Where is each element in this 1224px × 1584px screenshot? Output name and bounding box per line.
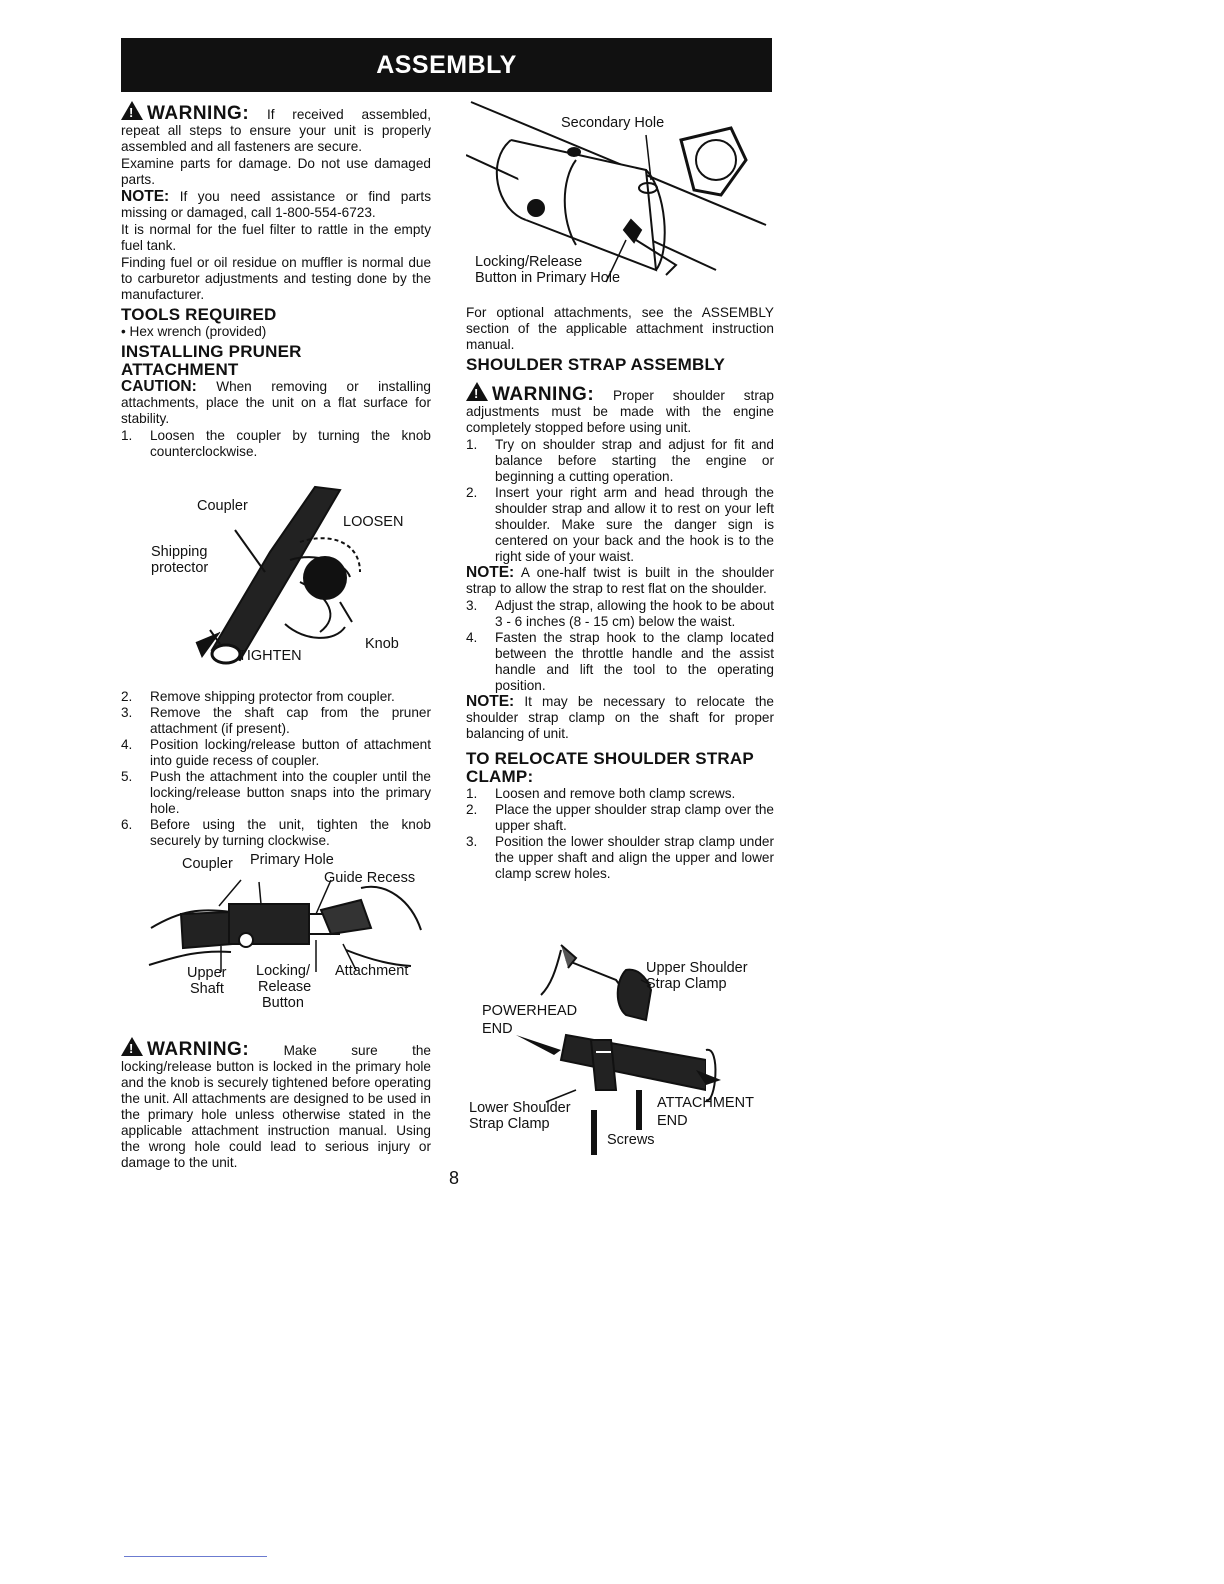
step-text: Remove shipping protector from coupler. bbox=[150, 689, 395, 704]
powerhead-end-label: END bbox=[482, 1021, 513, 1037]
button-primary-hole-label: Button in Primary Hole bbox=[475, 270, 621, 286]
shipping-label: Shipping bbox=[151, 544, 208, 560]
step-text: Loosen and remove both clamp screws. bbox=[495, 786, 736, 801]
left-column bbox=[121, 101, 431, 460]
upper-shoulder-label: Upper Shoulder bbox=[646, 960, 748, 976]
caution-paragraph bbox=[121, 379, 431, 427]
step-text: Insert your right arm and head through the shoulder strap and allow it to rest on your left shoulder. Make sure the danger sign is centered on your back and the hook is to the right side of your waist. bbox=[495, 485, 774, 564]
note-label: NOTE: bbox=[466, 564, 515, 581]
step-text: Adjust the strap, allowing the hook to be about 3 - 6 inches (8 - 15 cm) below the waist. bbox=[495, 598, 774, 629]
left-column-warning bbox=[121, 1037, 431, 1172]
lower-shoulder-label: Lower Shoulder bbox=[469, 1100, 571, 1116]
step-list bbox=[466, 437, 774, 565]
list-item bbox=[121, 689, 431, 705]
locking-label: Locking/ bbox=[256, 963, 311, 979]
step-text: Loosen the coupler by turning the knob counterclockwise. bbox=[150, 428, 431, 459]
secondary-hole-label: Secondary Hole bbox=[561, 115, 665, 131]
step-text: Place the upper shoulder strap clamp over the upper shaft. bbox=[495, 802, 774, 833]
warning-text: Make sure the locking/release button is locked in the primary hole and the knob is securely tightened before operating the unit. All attachments are designed to be used in the primary hole unless otherwise stated in the applicable attachment instruction manual. Using the wrong hole could lead to serious injury or damage to the unit. bbox=[121, 1043, 431, 1170]
coupler-label: Coupler bbox=[197, 498, 248, 514]
warning-paragraph bbox=[121, 1037, 431, 1171]
release-label: Release bbox=[258, 979, 312, 995]
step-number: 4. bbox=[121, 737, 133, 752]
attachment-label: Attachment bbox=[335, 963, 409, 979]
knob-label: Knob bbox=[365, 636, 399, 652]
screws-label: Screws bbox=[607, 1132, 655, 1148]
warning-triangle-icon bbox=[121, 1037, 143, 1056]
right-column bbox=[466, 305, 774, 882]
page-number: 8 bbox=[449, 1168, 460, 1188]
primary-hole-label: Primary Hole bbox=[250, 852, 334, 868]
loosen-label: LOOSEN bbox=[343, 514, 404, 530]
note-label: NOTE: bbox=[121, 188, 170, 205]
relocate-heading: TO RELOCATE SHOULDER STRAP CLAMP: bbox=[466, 749, 754, 786]
tools-item: • Hex wrench (provided) bbox=[121, 324, 267, 339]
warning-text: Proper shoulder strap adjustments must be made with the engine completely stopped before using unit. bbox=[466, 388, 774, 435]
note-text: If you need assistance or find parts missing or damaged, call 1-800-554-6723. bbox=[121, 189, 431, 220]
fuel-filter-paragraph: It is normal for the fuel filter to rattle in the empty fuel tank. bbox=[121, 222, 431, 253]
list-item bbox=[121, 428, 431, 460]
note-label: NOTE: bbox=[466, 693, 515, 710]
step-number: 3. bbox=[466, 598, 478, 613]
step-text: Position the lower shoulder strap clamp under the upper shaft and align the upper and lower clamp screw holes. bbox=[495, 834, 774, 881]
step-list bbox=[121, 428, 431, 460]
step-number: 2. bbox=[466, 485, 478, 500]
step-text: Position locking/release button of attachment into guide recess of coupler. bbox=[150, 737, 431, 768]
protector-label: protector bbox=[151, 560, 209, 576]
step-text: Push the attachment into the coupler until the locking/release button snaps into the primary hole. bbox=[150, 769, 431, 816]
step-number: 2. bbox=[466, 802, 478, 817]
tools-heading: TOOLS REQUIRED bbox=[121, 305, 277, 324]
note-paragraph bbox=[466, 565, 774, 597]
examine-paragraph: Examine parts for damage. Do not use damaged parts. bbox=[121, 156, 431, 187]
note-text: It may be necessary to relocate the shoulder strap clamp on the shaft for proper balancing of unit. bbox=[466, 694, 774, 741]
warning-paragraph bbox=[121, 101, 431, 155]
step-text: Try on shoulder strap and adjust for fit and balance before starting the engine or beginning a cutting operation. bbox=[495, 437, 774, 484]
list-item bbox=[466, 437, 774, 485]
secondary-hole-figure bbox=[466, 100, 774, 295]
left-column-steps bbox=[121, 689, 431, 849]
step-number: 4. bbox=[466, 630, 478, 645]
powerhead-label: POWERHEAD bbox=[482, 1003, 578, 1019]
list-item bbox=[466, 786, 774, 802]
warning-text: If received assembled, repeat all steps to ensure your unit is properly assembled and all fasteners are secure. bbox=[121, 107, 431, 154]
note-paragraph bbox=[121, 189, 431, 221]
step-number: 5. bbox=[121, 769, 133, 784]
step-list bbox=[466, 598, 774, 694]
warning-triangle-icon bbox=[121, 101, 143, 120]
step-list bbox=[121, 689, 431, 849]
step-text: Fasten the strap hook to the clamp located between the throttle handle and the assist handle and lift the tool to the operating position. bbox=[495, 630, 774, 693]
list-item bbox=[121, 737, 431, 769]
residue-paragraph: Finding fuel or oil residue on muffler is normal due to carburetor adjustments and testing done by the manufacturer. bbox=[121, 255, 431, 302]
list-item bbox=[466, 598, 774, 630]
step-list bbox=[466, 786, 774, 882]
page-banner: ASSEMBLY bbox=[121, 38, 772, 92]
step-number: 1. bbox=[466, 786, 478, 801]
locking-release-label: Locking/Release bbox=[475, 254, 583, 270]
upper-strap-clamp-label: Strap Clamp bbox=[646, 976, 727, 992]
warning-label: WARNING: bbox=[492, 384, 595, 405]
list-item bbox=[466, 485, 774, 565]
warning-triangle-icon bbox=[466, 382, 488, 401]
step-text: Remove the shaft cap from the pruner attachment (if present). bbox=[150, 705, 431, 736]
button-label: Button bbox=[262, 995, 304, 1011]
coupler-label: Coupler bbox=[182, 856, 233, 872]
step-text: Before using the unit, tighten the knob securely by turning clockwise. bbox=[150, 817, 431, 848]
upper-label: Upper bbox=[187, 965, 227, 981]
step-number: 3. bbox=[121, 705, 133, 720]
warning-label: WARNING: bbox=[147, 1039, 250, 1060]
note-paragraph bbox=[466, 694, 774, 742]
lower-strap-clamp-label: Strap Clamp bbox=[469, 1116, 550, 1132]
optional-attachments-paragraph: For optional attachments, see the ASSEMBLY section of the applicable attachment instruction manual. bbox=[466, 305, 774, 352]
attachment-insertion-figure bbox=[121, 850, 431, 1020]
shaft-label: Shaft bbox=[190, 981, 224, 997]
warning-paragraph bbox=[466, 382, 774, 436]
strap-clamp-figure bbox=[466, 940, 774, 1162]
caution-label: CAUTION: bbox=[121, 378, 197, 395]
strap-heading: SHOULDER STRAP ASSEMBLY bbox=[466, 355, 726, 374]
attachment-end-label: END bbox=[657, 1113, 688, 1129]
list-item bbox=[121, 705, 431, 737]
attachment-label: ATTACHMENT bbox=[657, 1095, 754, 1111]
list-item bbox=[466, 630, 774, 694]
caution-text: When removing or installing attachments, place the unit on a flat surface for stability. bbox=[121, 379, 431, 426]
guide-recess-label: Guide Recess bbox=[324, 870, 416, 886]
step-number: 1. bbox=[121, 428, 133, 443]
step-number: 6. bbox=[121, 817, 133, 832]
step-number: 3. bbox=[466, 834, 478, 849]
tighten-label: TIGHTEN bbox=[238, 648, 302, 664]
list-item bbox=[466, 802, 774, 834]
note-text: A one-half twist is built in the shoulder strap to allow the strap to rest flat on the shoulder. bbox=[466, 565, 774, 596]
list-item bbox=[121, 817, 431, 849]
warning-label: WARNING: bbox=[147, 103, 250, 124]
step-number: 1. bbox=[466, 437, 478, 452]
bottom-rule bbox=[124, 1556, 267, 1557]
step-number: 2. bbox=[121, 689, 133, 704]
list-item bbox=[466, 834, 774, 882]
pruner-heading: INSTALLING PRUNER ATTACHMENT bbox=[121, 342, 302, 379]
list-item bbox=[121, 769, 431, 817]
coupler-knob-figure bbox=[140, 482, 430, 672]
